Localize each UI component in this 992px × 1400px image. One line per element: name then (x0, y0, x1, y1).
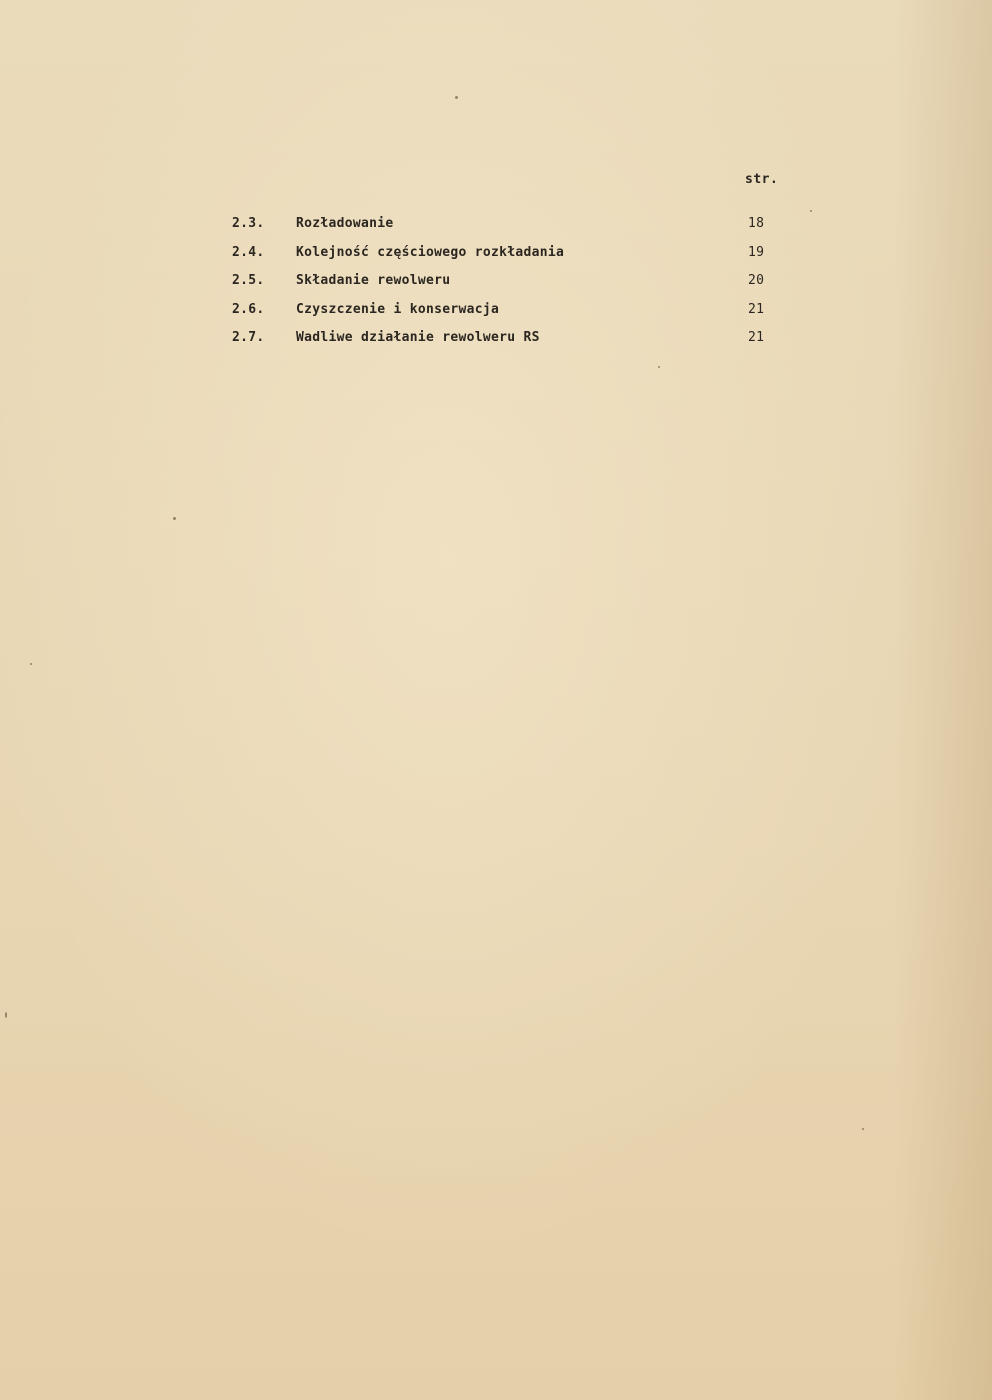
toc-entry-page: 21 (748, 330, 765, 345)
paper-speck (862, 1128, 864, 1130)
toc-entry-page: 19 (748, 244, 765, 260)
toc-entry-page: 21 (748, 301, 765, 317)
toc-entry-title: Czyszczenie i konserwacja (296, 301, 500, 317)
page-column-label: str. (745, 172, 779, 187)
toc-entry-title: Rozładowanie (296, 216, 394, 231)
toc-entry-number: 2.7. (232, 330, 265, 345)
toc-entry (232, 214, 792, 243)
paper-speck (810, 210, 812, 212)
toc-entry-page: 20 (748, 273, 765, 288)
toc-entry (232, 328, 792, 357)
toc-entry-page: 18 (748, 216, 765, 231)
toc-entry-number: 2.4. (232, 244, 265, 260)
paper-speck (30, 663, 32, 665)
table-of-contents (232, 214, 792, 357)
toc-entry (232, 243, 792, 272)
paper-speck (5, 1012, 7, 1018)
paper-speck (455, 96, 458, 99)
toc-entry-number: 2.6. (232, 301, 265, 317)
paper-speck (658, 366, 660, 368)
toc-entry-number: 2.5. (232, 273, 265, 288)
toc-entry-title: Kolejność częściowego rozkładania (296, 244, 565, 260)
toc-entry-title: Składanie rewolweru (296, 273, 451, 288)
paper-speck (173, 517, 176, 520)
toc-entry (232, 271, 792, 300)
toc-entry (232, 300, 792, 329)
toc-entry-title: Wadliwe działanie rewolweru RS (296, 330, 540, 345)
toc-entry-number: 2.3. (232, 216, 265, 231)
